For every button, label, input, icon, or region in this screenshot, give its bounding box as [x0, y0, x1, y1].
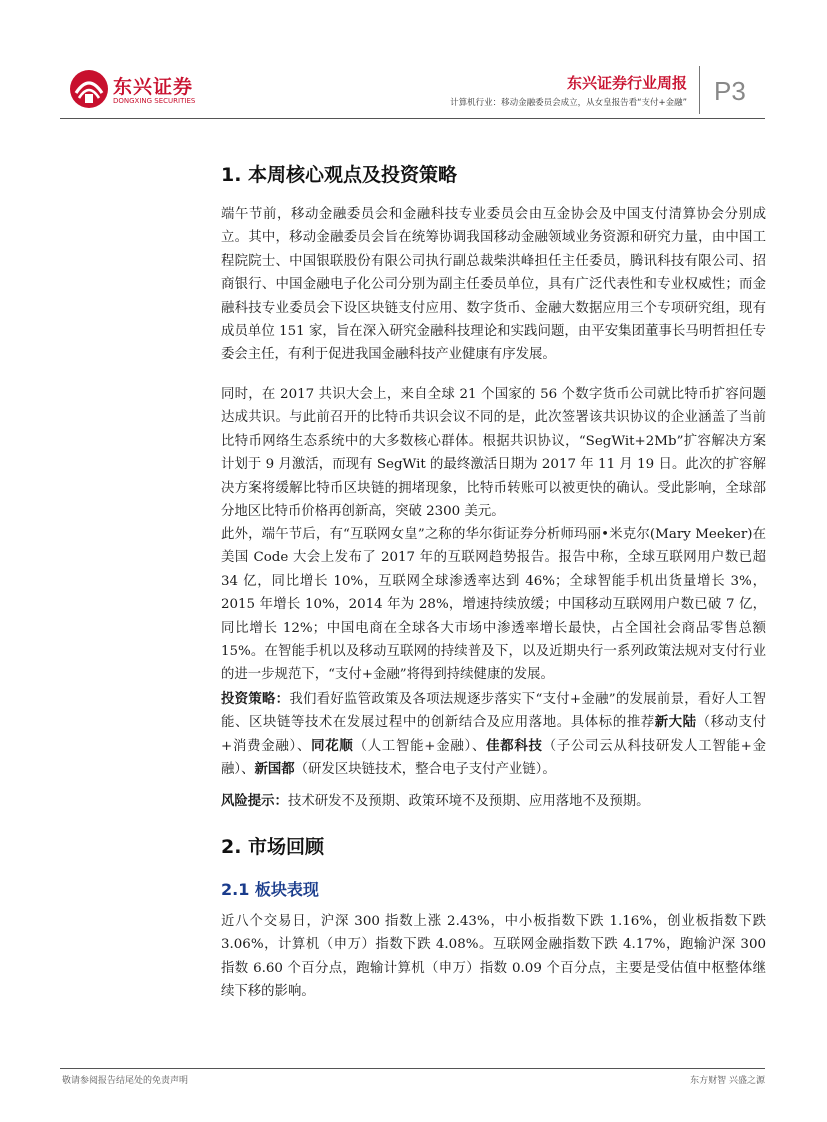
strategy-text-e: （研发区块链技术，整合电子支付产业链）。	[294, 762, 556, 778]
paragraph-internet-trends: 此外，端午节后，有“互联网女皇”之称的华尔街证券分析师玛丽•米克尔(Mary Meeker)在美国 Code 大会上发布了 2017 年的互联网趋势报告。报告中称，全球互联网用户数已超 34 亿，同比增长 10%，互联网全球渗透率达到 46%；全球智能手机出货量增长 3%，2015 年增长 10%，2014 年为 28%，增速持续放缓；中国移动互联网用户数已破 7 亿，同比增长 12%；中国电商在全球各大市场中渗透率增长最快，占全国社会商品零售总额 15%。在智能手机以及移动互联网的持续普及下，以及近期央行一系列政策法规对支付行业的进一步规范下，“支付+金融”将得到持续健康的发展。	[221, 527, 766, 683]
strategy-text-a: 我们看好监管政策及各项法规逐步落实下“支付+金融”的发展前景，看好人工智能、区块链等技术在发展过程中的创新结合及应用落地。具体标的推荐	[221, 692, 766, 731]
risk-label: 风险提示：	[221, 794, 288, 809]
section-heading-2: 2. 市场回顾	[221, 836, 325, 858]
section-heading-1: 1. 本周核心观点及投资策略	[221, 164, 458, 186]
stock-pci: 佳都科技	[486, 738, 543, 754]
strategy-text-c: （人工智能+金融）、	[353, 738, 487, 754]
risk-text: 技术研发不及预期、政策环境不及预期、应用落地不及预期。	[287, 794, 650, 809]
strategy-text-b: （移动支付+消费金融）、	[221, 715, 767, 754]
paragraph-investment-strategy	[221, 688, 766, 782]
paragraph-sector-performance: 近八个交易日，沪深 300 指数上涨 2.43%，中小板指数下跌 1.16%，创业板指数下跌 3.06%，计算机（申万）指数下跌 4.08%。互联网金融指数下跌 4.17%，跑输沪深 300 指数 6.60 个百分点，跑输计算机（申万）指数 0.09 个百分点，主要是受估值中枢整体继续下移的影响。	[221, 914, 766, 1000]
stock-hithink: 同花顺	[311, 738, 354, 754]
logo-english-name: DONGXING SECURITIES	[113, 97, 196, 105]
strategy-label: 投资策略：	[221, 692, 290, 707]
page-header	[0, 0, 827, 120]
footer-disclaimer: 敬请参阅报告结尾处的免责声明	[62, 1076, 189, 1086]
company-logo	[68, 68, 218, 112]
paragraph-risk-warning	[221, 790, 766, 813]
header-divider	[699, 66, 700, 114]
subsection-heading-2-1: 2.1 板块表现	[221, 880, 319, 899]
stock-xinguodu: 新国都	[254, 762, 295, 778]
footer-slogan: 东方财智 兴盛之源	[690, 1076, 765, 1086]
strategy-text-d: （子公司云从科技研发人工智能+金融）、	[221, 738, 767, 778]
logo-chinese-name: 东兴证券	[113, 76, 194, 98]
header-rule	[60, 118, 765, 119]
report-subtitle: 计算机行业：移动金融委员会成立，从女皇报告看“支付+金融”	[450, 98, 687, 108]
page-number: P3	[714, 76, 746, 106]
paragraph-committees: 端午节前，移动金融委员会和金融科技专业委员会由互金协会及中国支付清算协会分别成立。其中，移动金融委员会旨在统筹协调我国移动金融领域业务资源和研究力量，由中国工程院院士、中国银联股份有限公司执行副总裁柴洪峰担任主任委员，腾讯科技有限公司、招商银行、中国金融电子化公司分别为副主任委员单位，具有广泛代表性和专业权威性；而金融科技专业委员会下设区块链支付应用、数字货币、金融大数据应用三个专项研究组，现有成员单位 151 家，旨在深入研究金融科技理论和实践问题，由平安集团董事长马明哲担任专委会主任，有利于促进我国金融科技产业健康有序发展。	[221, 207, 766, 363]
footer-rule	[60, 1068, 765, 1069]
stock-newland: 新大陆	[654, 715, 697, 731]
report-title: 东兴证券行业周报	[566, 74, 687, 92]
logo-emblem-icon	[68, 68, 110, 110]
paragraph-bitcoin-consensus: 同时，在 2017 共识大会上，来自全球 21 个国家的 56 个数字货币公司就比特币扩容问题达成共识。与此前召开的比特币共识会议不同的是，此次签署该共识协议的企业涵盖了当前比特币网络生态系统中的大多数核心群体。根据共识协议，“SegWit+2Mb”扩容解决方案计划于 9 月激活，而现有 SegWit 的最终激活日期为 2017 年 11 月 19 日。此次的扩容解决方案将缓解比特币区块链的拥堵现象，比特币转账可以被更快的确认。受此影响，全球部分地区比特币价格再创新高，突破 2300 美元。	[221, 387, 766, 520]
